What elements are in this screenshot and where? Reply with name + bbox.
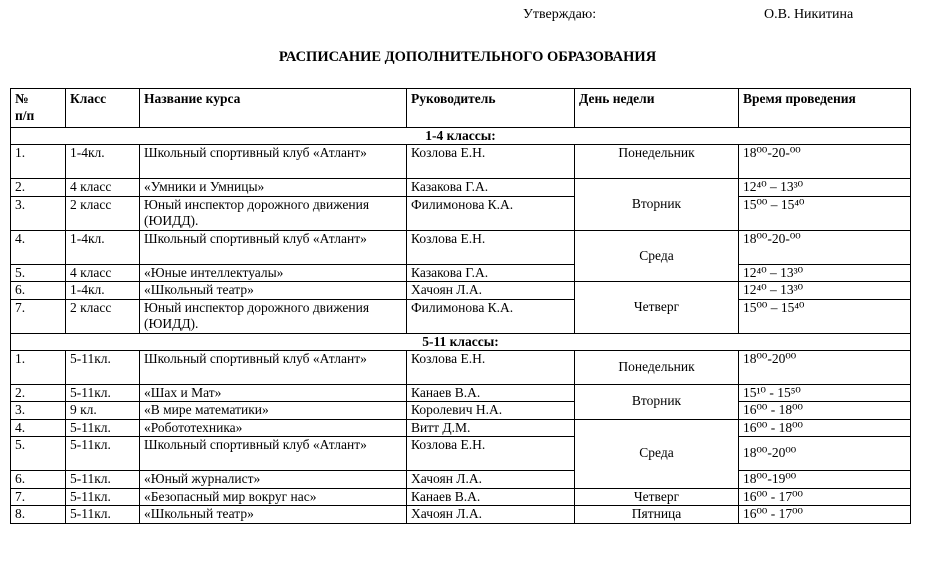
row-num: 4.: [11, 419, 66, 437]
row-teacher: Козлова Е.Н.: [407, 145, 575, 179]
row-course: «Юный журналист»: [140, 471, 407, 489]
row-time: 18⁰⁰-20-⁰⁰: [739, 230, 911, 264]
row-teacher: Хачоян Л.А.: [407, 282, 575, 300]
table-row: [11, 506, 911, 524]
row-teacher: Казакова Г.А.: [407, 264, 575, 282]
row-course: «Умники и Умницы»: [140, 179, 407, 197]
section-header-1-4: [11, 128, 911, 145]
row-time: 16⁰⁰ - 17⁰⁰: [739, 506, 911, 524]
header-day: День недели: [575, 89, 739, 128]
row-time: 16⁰⁰ - 18⁰⁰: [739, 419, 911, 437]
day-cell: Понедельник: [575, 145, 739, 179]
row-num: 4.: [11, 230, 66, 264]
row-class: 5-11кл.: [66, 506, 140, 524]
day-cell: Четверг: [575, 488, 739, 506]
row-course: Юный инспектор дорожного движения (ЮИДД).: [140, 299, 407, 333]
table-row: [11, 437, 911, 471]
table-row: [11, 471, 911, 489]
row-time: 18⁰⁰-20-⁰⁰: [739, 145, 911, 179]
row-course: «Робототехника»: [140, 419, 407, 437]
row-num: 3.: [11, 196, 66, 230]
day-cell: Среда: [575, 419, 739, 488]
table-row: [11, 282, 911, 300]
row-teacher: Хачоян Л.А.: [407, 506, 575, 524]
row-num: 8.: [11, 506, 66, 524]
row-class: 2 класс: [66, 299, 140, 333]
row-teacher: Казакова Г.А.: [407, 179, 575, 197]
row-course: Юный инспектор дорожного движения (ЮИДД).: [140, 196, 407, 230]
table-row: [11, 402, 911, 420]
row-time: 15⁰⁰ – 15⁴⁰: [739, 196, 911, 230]
row-teacher: Хачоян Л.А.: [407, 471, 575, 489]
table-row: [11, 384, 911, 402]
row-class: 4 класс: [66, 264, 140, 282]
day-cell: Вторник: [575, 179, 739, 231]
row-class: 1-4кл.: [66, 282, 140, 300]
row-course: «Юные интеллектуалы»: [140, 264, 407, 282]
row-course: Школьный спортивный клуб «Атлант»: [140, 230, 407, 264]
row-time: 12⁴⁰ – 13³⁰: [739, 179, 911, 197]
row-teacher: Королевич Н.А.: [407, 402, 575, 420]
header-time: Время проведения: [739, 89, 911, 128]
row-num: 7.: [11, 488, 66, 506]
row-time: 12⁴⁰ – 13³⁰: [739, 264, 911, 282]
row-num: 1.: [11, 350, 66, 384]
row-class: 5-11кл.: [66, 471, 140, 489]
header-teacher: Руководитель: [407, 89, 575, 128]
row-class: 1-4кл.: [66, 230, 140, 264]
row-num: 2.: [11, 179, 66, 197]
day-cell: Среда: [575, 230, 739, 282]
table-row: [11, 196, 911, 230]
row-teacher: Канаев В.А.: [407, 488, 575, 506]
row-course: «Школьный театр»: [140, 282, 407, 300]
row-teacher: Витт Д.М.: [407, 419, 575, 437]
table-row: [11, 179, 911, 197]
row-class: 1-4кл.: [66, 145, 140, 179]
row-time: 18⁰⁰-19⁰⁰: [739, 471, 911, 489]
row-course: «В мире математики»: [140, 402, 407, 420]
table-row: [11, 145, 911, 179]
row-teacher: Филимонова К.А.: [407, 196, 575, 230]
day-cell: Четверг: [575, 282, 739, 334]
row-course: «Школьный театр»: [140, 506, 407, 524]
approval-label: Утверждаю:: [523, 7, 597, 22]
day-cell: Пятница: [575, 506, 739, 524]
row-class: 5-11кл.: [66, 419, 140, 437]
row-teacher: Козлова Е.Н.: [407, 437, 575, 471]
row-class: 5-11кл.: [66, 488, 140, 506]
row-course: Школьный спортивный клуб «Атлант»: [140, 145, 407, 179]
row-class: 4 класс: [66, 179, 140, 197]
header-course: Название курса: [140, 89, 407, 128]
row-class: 5-11кл.: [66, 437, 140, 471]
row-num: 3.: [11, 402, 66, 420]
section-header-5-11: [11, 333, 911, 350]
row-course: «Безопасный мир вокруг нас»: [140, 488, 407, 506]
row-num: 2.: [11, 384, 66, 402]
row-time: 15⁰⁰ – 15⁴⁰: [739, 299, 911, 333]
row-class: 2 класс: [66, 196, 140, 230]
row-num: 7.: [11, 299, 66, 333]
row-num: 5.: [11, 264, 66, 282]
schedule-table: [10, 88, 911, 524]
table-row: [11, 230, 911, 264]
day-cell: Понедельник: [575, 350, 739, 384]
row-class: 9 кл.: [66, 402, 140, 420]
table-row: [11, 419, 911, 437]
row-course: Школьный спортивный клуб «Атлант»: [140, 350, 407, 384]
section-title: 1-4 классы:: [11, 128, 911, 145]
table-row: [11, 264, 911, 282]
row-time: 16⁰⁰ - 17⁰⁰: [739, 488, 911, 506]
header-num: № п/п: [11, 89, 66, 128]
header-row: [11, 89, 911, 128]
document-title: РАСПИСАНИЕ ДОПОЛНИТЕЛЬНОГО ОБРАЗОВАНИЯ: [278, 49, 657, 65]
row-num: 6.: [11, 282, 66, 300]
row-time: 15¹⁰ - 15⁵⁰: [739, 384, 911, 402]
row-course: Школьный спортивный клуб «Атлант»: [140, 437, 407, 471]
header-class: Класс: [66, 89, 140, 128]
row-teacher: Канаев В.А.: [407, 384, 575, 402]
row-teacher: Филимонова К.А.: [407, 299, 575, 333]
row-teacher: Козлова Е.Н.: [407, 230, 575, 264]
row-class: 5-11кл.: [66, 350, 140, 384]
row-class: 5-11кл.: [66, 384, 140, 402]
row-time: 18⁰⁰-20⁰⁰: [739, 437, 911, 471]
row-time: 12⁴⁰ – 13³⁰: [739, 282, 911, 300]
row-course: «Шах и Мат»: [140, 384, 407, 402]
section-title: 5-11 классы:: [11, 333, 911, 350]
row-num: 1.: [11, 145, 66, 179]
row-num: 6.: [11, 471, 66, 489]
row-time: 18⁰⁰-20⁰⁰: [739, 350, 911, 384]
row-time: 16⁰⁰ - 18⁰⁰: [739, 402, 911, 420]
table-row: [11, 488, 911, 506]
table-row: [11, 350, 911, 384]
row-num: 5.: [11, 437, 66, 471]
approval-signer: О.В. Никитина: [764, 7, 854, 22]
table-row: [11, 299, 911, 333]
day-cell: Вторник: [575, 384, 739, 419]
row-teacher: Козлова Е.Н.: [407, 350, 575, 384]
